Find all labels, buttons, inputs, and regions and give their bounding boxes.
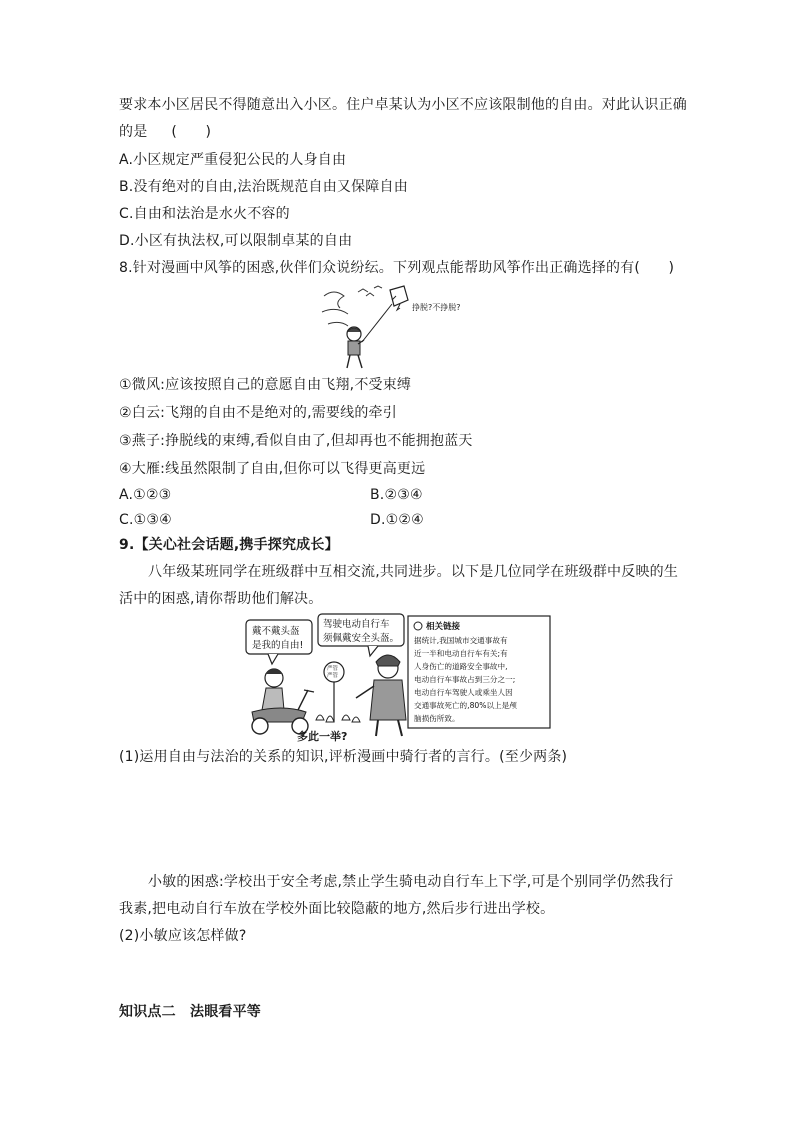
- q9-para2-line1: 小敏的困惑:学校出于安全考虑,禁止学生骑电动自行车上下学,可是个别同学仍然我行: [148, 874, 674, 890]
- cartoon-caption: 多此一举?: [297, 730, 348, 743]
- link-line-3: 人身伤亡的道路安全事故中,: [414, 662, 508, 671]
- q9-sub2: (2)小敏应该怎样做?: [119, 928, 247, 944]
- q9-intro-line2: 活中的困惑,请你帮助他们解决。: [119, 591, 323, 607]
- police-bubble-line2: 须佩戴安全头盔。: [323, 633, 400, 644]
- kite-cartoon: [318, 282, 478, 372]
- q8-view-1: ①微风:应该按照自己的意愿自由飞翔,不受束缚: [119, 377, 412, 393]
- q8-stem: 8.针对漫画中风筝的困惑,伙伴们众说纷纭。下列观点能帮助风筝作出正确选择的有( ): [119, 260, 675, 276]
- q8-choice-a: A.①②③: [119, 487, 172, 503]
- q7-line1: 要求本小区居民不得随意出入小区。住户卓某认为小区不应该限制他的自由。对此认识正确: [119, 97, 687, 113]
- q7-line2: [119, 122, 211, 142]
- q7-option-c: C.自由和法治是水火不容的: [119, 206, 290, 222]
- rider-bubble-line2: 是我的自由!: [252, 640, 304, 651]
- q9-intro-line1: 八年级某班同学在班级群中互相交流,共同进步。以下是几位同学在班级群中反映的生: [148, 564, 679, 580]
- q8-choice-d: D.①②④: [370, 512, 424, 528]
- section-heading: 知识点二 法眼看平等: [119, 1004, 261, 1020]
- sign-text-2: 严管: [327, 673, 339, 679]
- kite-thought-text: 挣脱?不挣脱?: [412, 303, 461, 312]
- sign-text-1: 严管: [327, 666, 339, 672]
- q7-option-d: D.小区有执法权,可以限制卓某的自由: [119, 233, 353, 249]
- q8-choice-c: C.①③④: [119, 512, 172, 528]
- q7-option-b: B.没有绝对的自由,法治既规范自由又保障自由: [119, 179, 408, 195]
- q8-view-2: ②白云:飞翔的自由不是绝对的,需要线的牵引: [119, 405, 397, 421]
- q7-option-a: A.小区规定严重侵犯公民的人身自由: [119, 152, 347, 168]
- police-bubble-line1: 驾驶电动自行车: [323, 619, 390, 630]
- link-line-4: 电动自行车事故占到三分之一;: [414, 675, 516, 684]
- answer-paren: ( ): [171, 124, 212, 140]
- link-line-1: 据统计,我国城市交通事故有: [414, 636, 508, 645]
- q9-para2-line2: 我素,把电动自行车放在学校外面比较隐蔽的地方,然后步行进出学校。: [119, 901, 555, 917]
- link-line-6: 交通事故死亡的,80%以上是颅: [414, 701, 517, 710]
- helmet-cartoon: [238, 612, 554, 747]
- q7-line2-text: 的是: [119, 124, 148, 140]
- rider-bubble-line1: 戴不戴头盔: [252, 626, 300, 637]
- link-line-5: 电动自行车驾驶人或乘坐人因: [414, 688, 513, 697]
- q8-view-4: ④大雁:线虽然限制了自由,但你可以飞得更高更远: [119, 461, 426, 477]
- q9-title: 9.【关心社会话题,携手探究成长】: [119, 537, 339, 553]
- link-title: 相关链接: [426, 622, 461, 632]
- q9-sub1: (1)运用自由与法治的关系的知识,评析漫画中骑行者的言行。(至少两条): [119, 749, 568, 765]
- q8-view-3: ③燕子:挣脱线的束缚,看似自由了,但却再也不能拥抱蓝天: [119, 433, 473, 449]
- link-line-7: 脑损伤所致。: [414, 714, 460, 723]
- q8-choice-b: B.②③④: [370, 487, 423, 503]
- link-line-2: 近一半和电动自行车有关;有: [414, 649, 508, 658]
